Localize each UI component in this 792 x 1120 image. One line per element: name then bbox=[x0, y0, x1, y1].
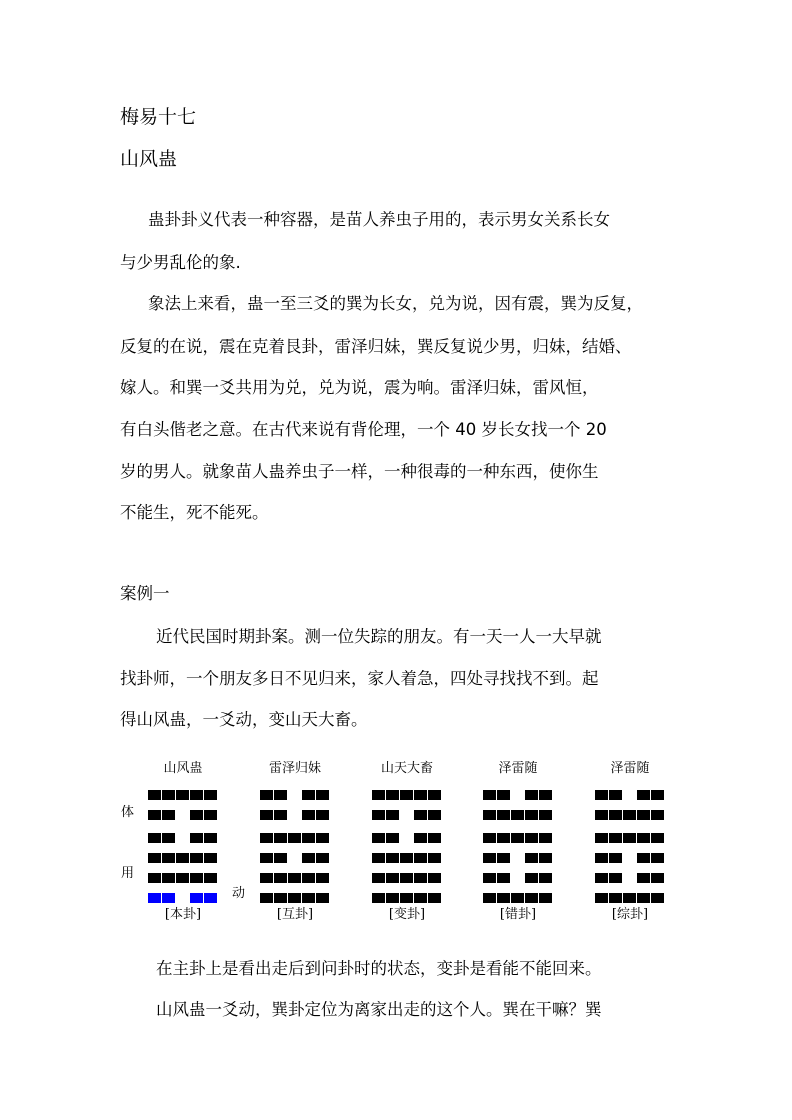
case-title: 案例一 bbox=[120, 584, 170, 603]
hexagram-name: 山风蛊 bbox=[163, 761, 203, 776]
yang-line bbox=[260, 873, 330, 883]
yang-line bbox=[372, 893, 442, 903]
hexagram-name: 泽雷随 bbox=[498, 761, 538, 776]
yin-line bbox=[372, 833, 442, 843]
yang-line bbox=[148, 853, 218, 863]
yang-line bbox=[483, 893, 553, 903]
yin-line bbox=[260, 853, 330, 863]
text-line: 蛊卦卦义代表一种容器，是苗人养虫子用的，表示男女关系长女 bbox=[148, 210, 610, 229]
yang-line bbox=[260, 833, 330, 843]
hexagram-tag: [综卦] bbox=[611, 907, 649, 922]
hexagram-title: 山风蛊 bbox=[120, 148, 178, 170]
moving-label: 动 bbox=[232, 886, 246, 901]
yong-label: 用 bbox=[121, 866, 135, 881]
yin-line bbox=[148, 833, 218, 843]
text-line: 嫁人。和巽一爻共用为兑，兑为说，震为响。雷泽归妹，雷风恒， bbox=[120, 378, 599, 397]
hexagram-name: 泽雷随 bbox=[610, 761, 650, 776]
yang-line bbox=[595, 893, 665, 903]
yin-line bbox=[595, 790, 665, 800]
yang-line bbox=[260, 893, 330, 903]
yin-line bbox=[372, 810, 442, 820]
yin-line bbox=[483, 853, 553, 863]
yang-line bbox=[372, 790, 442, 800]
yang-line bbox=[148, 873, 218, 883]
yin-line bbox=[148, 810, 218, 820]
text-line: 得山风蛊，一爻动，变山天大畜。 bbox=[120, 710, 368, 729]
ti-label: 体 bbox=[121, 805, 135, 820]
text-line: 山风蛊一爻动，巽卦定位为离家出走的这个人。巽在干嘛？巽 bbox=[156, 1000, 602, 1019]
yin-line bbox=[595, 853, 665, 863]
yin-line bbox=[595, 873, 665, 883]
yang-line bbox=[483, 810, 553, 820]
yin-line bbox=[260, 790, 330, 800]
text-line: 反复的在说，震在克着艮卦，雷泽归妹，巽反复说少男，归妹，结婚、 bbox=[120, 337, 632, 356]
hexagram-tag: [变卦] bbox=[388, 907, 426, 922]
yin-line bbox=[260, 810, 330, 820]
text-line: 在主卦上是看出走后到问卦时的状态，变卦是看能不能回来。 bbox=[156, 959, 602, 978]
text-line: 近代民国时期卦案。测一位失踪的朋友。有一天一人一大早就 bbox=[156, 627, 602, 646]
hexagram-tag: [本卦] bbox=[164, 907, 202, 922]
hexagram-name: 山天大畜 bbox=[380, 761, 433, 776]
text-line: 找卦师，一个朋友多日不见归来，家人着急，四处寻找找不到。起 bbox=[120, 669, 599, 688]
yin-line bbox=[483, 790, 553, 800]
text-line: 不能生，死不能死。 bbox=[120, 503, 269, 522]
yang-line bbox=[483, 833, 553, 843]
text-line: 有白头偕老之意。在古代来说有背伦理，一个 40 岁长女找一个 20 bbox=[120, 420, 607, 439]
yang-line bbox=[372, 873, 442, 883]
yin-line bbox=[148, 893, 218, 903]
hexagram-name: 雷泽归妹 bbox=[268, 761, 321, 776]
hexagram-tag: [错卦] bbox=[499, 907, 537, 922]
yang-line bbox=[595, 833, 665, 843]
yang-line bbox=[148, 790, 218, 800]
yang-line bbox=[372, 853, 442, 863]
text-line: 与少男乱伦的象. bbox=[120, 253, 241, 272]
page-title: 梅易十七 bbox=[120, 106, 197, 128]
yin-line bbox=[483, 873, 553, 883]
yang-line bbox=[595, 810, 665, 820]
text-line: 象法上来看，蛊一至三爻的巽为长女，兑为说，因有震，巽为反复， bbox=[148, 294, 643, 313]
text-line: 岁的男人。就象苗人蛊养虫子一样，一种很毒的一种东西，使你生 bbox=[120, 462, 599, 481]
hexagram-tag: [互卦] bbox=[276, 907, 314, 922]
